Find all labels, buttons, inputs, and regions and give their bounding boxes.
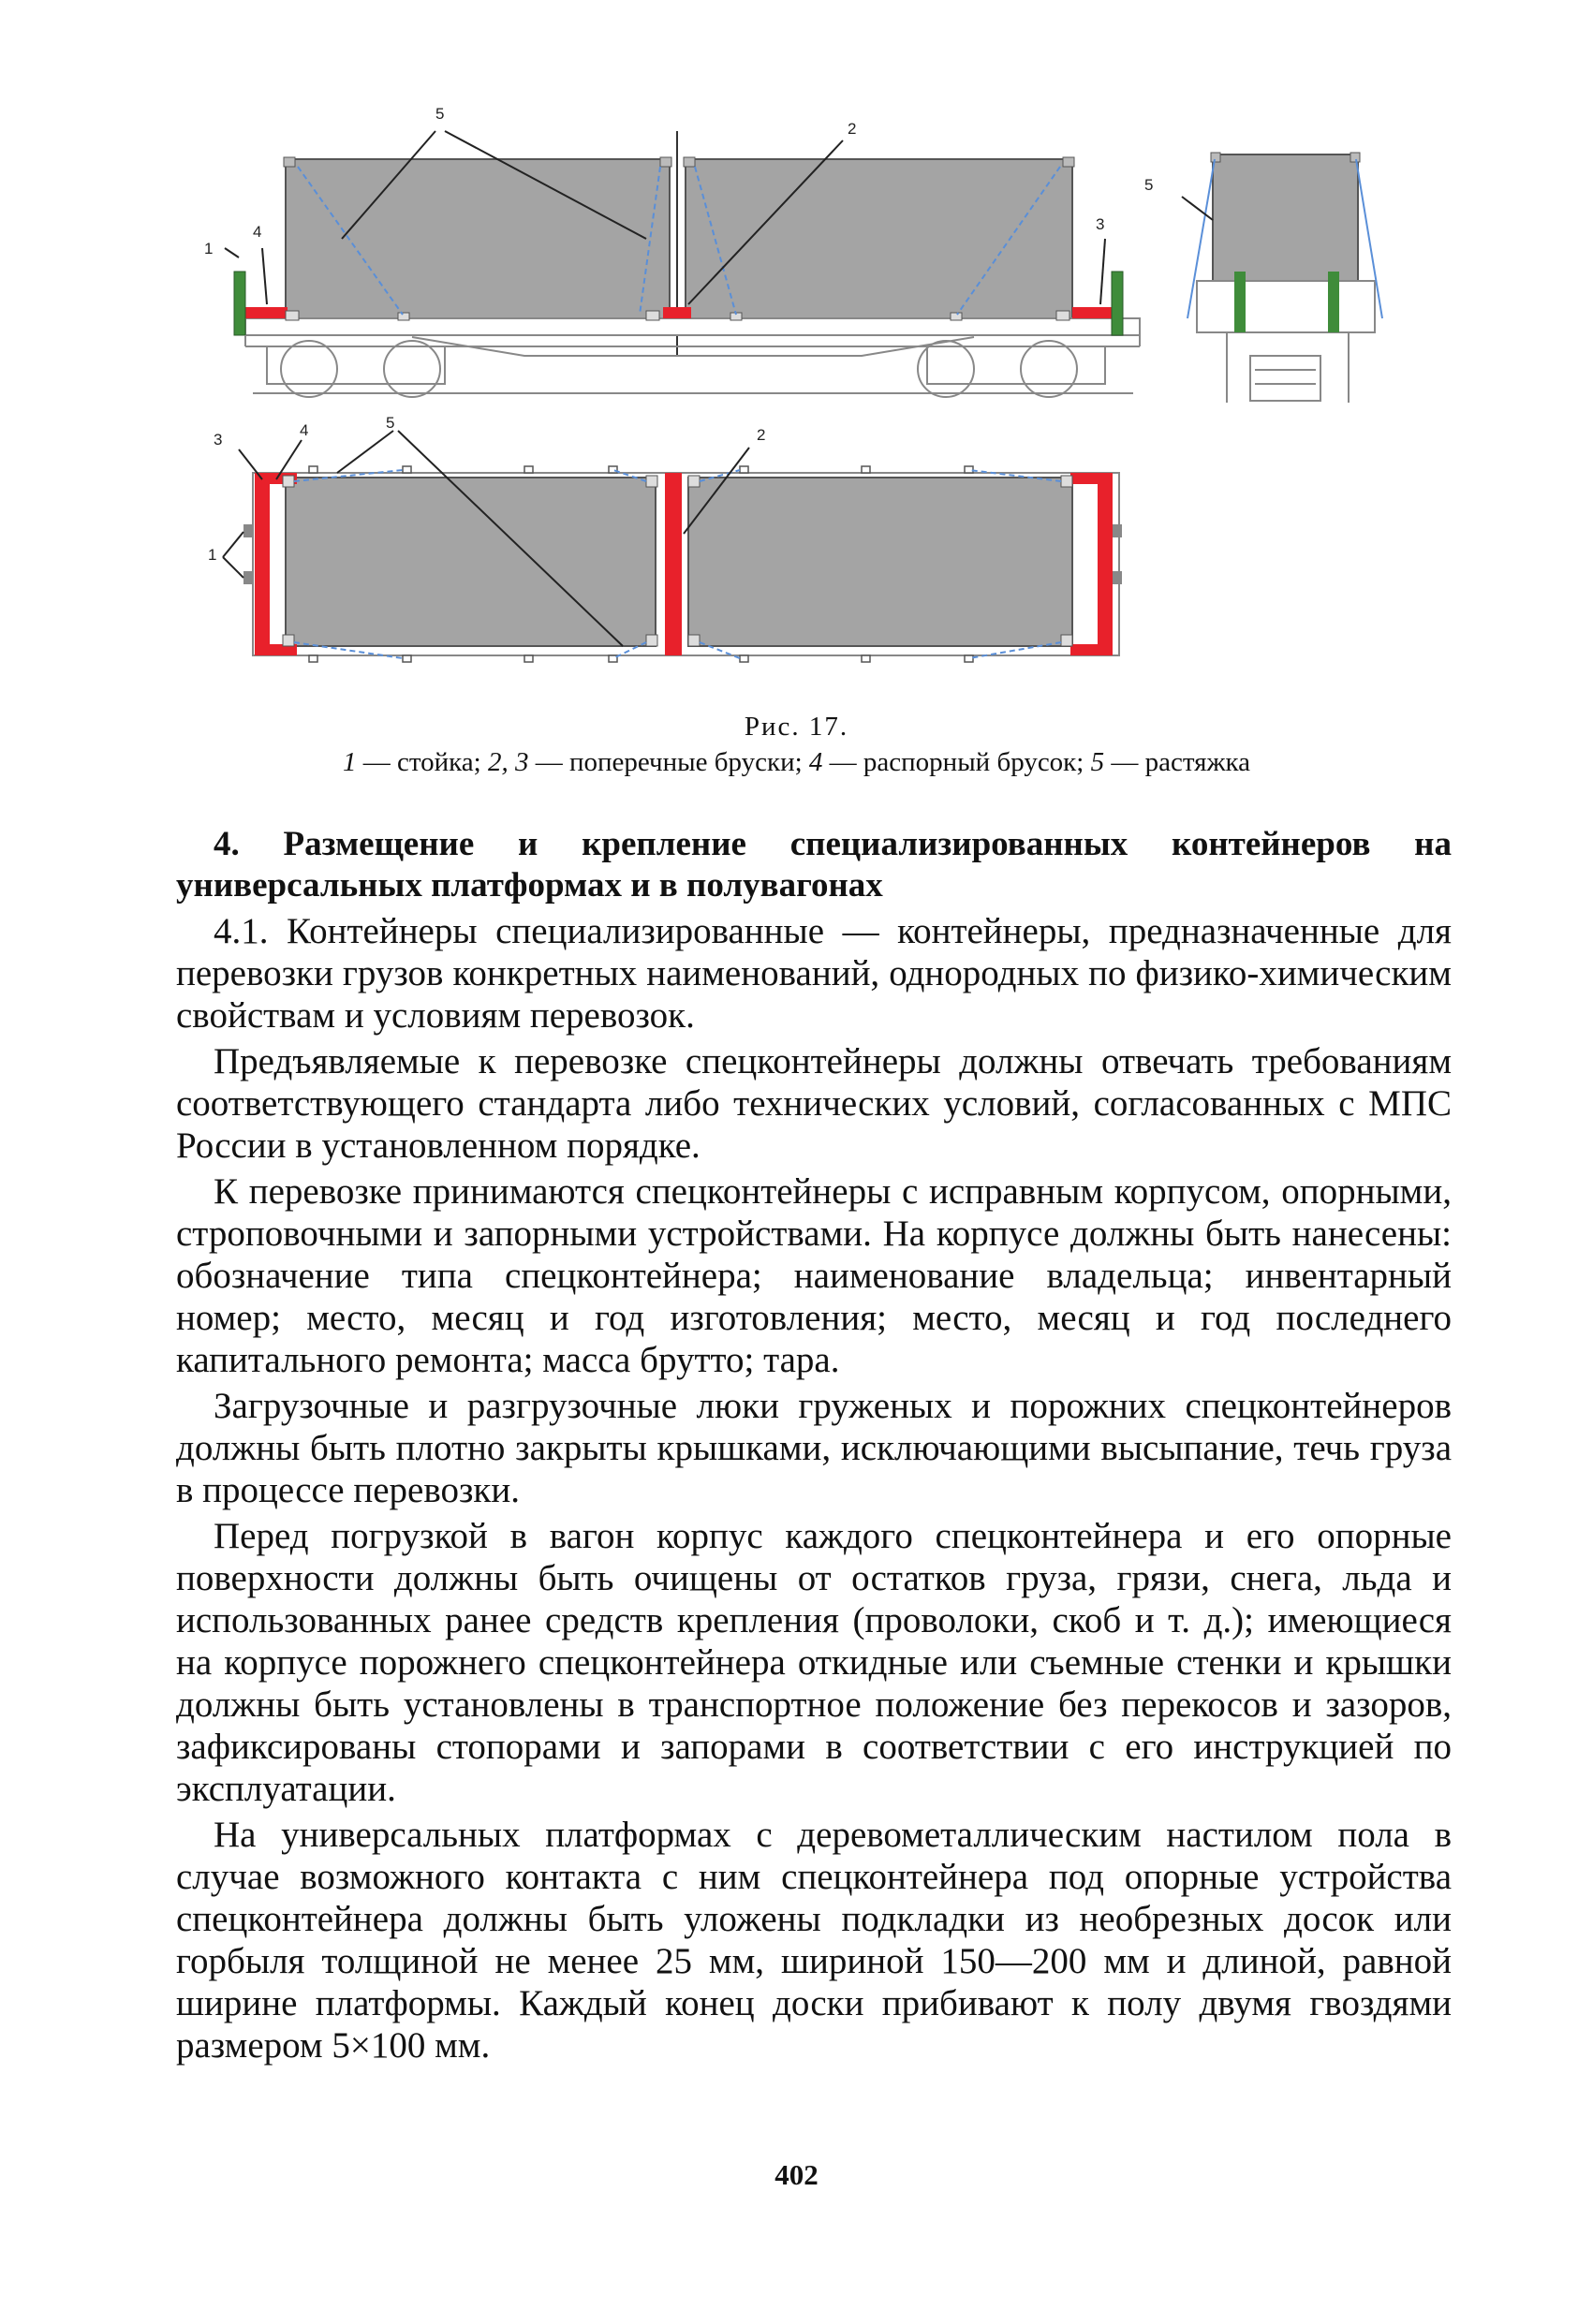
side-view: [225, 131, 1140, 397]
callout-4-top: 4: [300, 421, 309, 439]
container-end: [1213, 154, 1358, 281]
wagon-deck: [245, 318, 1140, 335]
callout-5-side: 5: [435, 105, 445, 123]
legend-number: 2, 3: [487, 747, 529, 777]
legend-number: 1: [342, 747, 357, 777]
end-view: [1182, 153, 1382, 403]
figure-17: [0, 0, 1593, 712]
legend-number: 5: [1090, 747, 1105, 777]
stake-end-left: [1234, 272, 1246, 332]
figure-caption-legend: [0, 747, 1593, 778]
callout-5-end: 5: [1144, 176, 1154, 194]
paragraph: На универсальных платформах с деревометаллическим настилом пола в случае возможного контакта с ним спецконтейнера под опорные устройства спецконтейнера должны быть уложены подкладки из необрезных досок или горбыля толщиной не менее 25 мм, шириной 150—200 мм и длиной, равной ширине платформы. Каждый конец доски прибивают к полу двумя гвоздями размером 5×100 мм.: [176, 1815, 1452, 2066]
callout-1-side: 1: [204, 240, 214, 257]
paragraph: К перевозке принимаются спецконтейнеры с исправным корпусом, опорными, строповочными и запорными устройствами. На корпусе должны быть нанесены: обозначение типа спецконтейнера; наименование владельца; инвентарный номер; место, месяц и год изготовления; место, месяц и год последнего капитального ремонта; масса брутто; тара.: [176, 1171, 1452, 1380]
stake-right: [1112, 272, 1123, 335]
legend-text: — поперечные бруски;: [528, 747, 809, 777]
callout-3-side: 3: [1096, 215, 1105, 233]
top-view: [223, 431, 1122, 662]
paragraph: Загрузочные и разгрузочные люки груженых и порожних спецконтейнеров должны быть плотно закрыты крышками, исключающими высыпание, течь груза в процессе перевозки.: [176, 1386, 1452, 1510]
callout-1-top: 1: [208, 546, 217, 564]
stake-left: [234, 272, 245, 335]
paragraph: 4.1. Контейнеры специализированные — контейнеры, предназначенные для перевозки грузов конкретных наименований, однородных по физико-химическим свойствам и условиям перевозок.: [176, 911, 1452, 1036]
section-heading: 4. Размещение и крепление специализированных контейнеров на универсальных платформах и в полувагонах: [176, 825, 1452, 905]
transverse-bar-right: [1098, 473, 1113, 655]
legend-number: 4: [808, 747, 823, 777]
legend-text: — растяжка: [1104, 747, 1251, 777]
callout-2-side: 2: [848, 120, 857, 138]
figure-drawing: [0, 0, 1593, 712]
legend-text: — стойка;: [356, 747, 488, 777]
spacer-bar-left: [245, 307, 288, 318]
transverse-bar-center: [665, 473, 682, 655]
container-left-side: [286, 159, 670, 318]
container-right-side: [686, 159, 1072, 318]
callout-4-side: 4: [253, 223, 262, 241]
container-right-top: [688, 478, 1072, 646]
callout-5-top: 5: [386, 414, 395, 432]
legend-text: — распорный брусок;: [822, 747, 1091, 777]
transverse-bar-left: [255, 473, 270, 655]
paragraph: Предъявляемые к перевозке спецконтейнеры должны отвечать требованиям соответствующего стандарта либо технических условий, согласованных с МПС России в установленном порядке.: [176, 1041, 1452, 1166]
paragraph: Перед погрузкой в вагон корпус каждого спецконтейнера и его опорные поверхности должны быть очищены от остатков груза, грязи, снега, льда и использованных ранее средств крепления (проволоки, скоб и т. д.); имеющиеся на корпусе порожнего спецконтейнера откидные или съемные стенки и крышки должны быть установлены в транспортное положение без перекосов и зазоров, зафиксированы стопорами и запорами в соответствии с его инструкцией по эксплуатации.: [176, 1516, 1452, 1809]
body-text: [176, 910, 1452, 2070]
stake-end-right: [1328, 272, 1339, 332]
spacer-bar-right: [1072, 307, 1112, 318]
wagon-undercarriage: [245, 335, 1140, 397]
container-left-top: [286, 478, 656, 646]
figure-caption-title: Рис. 17.: [744, 712, 849, 742]
page-number: 402: [774, 2158, 819, 2191]
callout-2-top: 2: [757, 426, 766, 444]
callout-3-top: 3: [214, 431, 223, 449]
spacer-bar-center: [663, 307, 691, 318]
